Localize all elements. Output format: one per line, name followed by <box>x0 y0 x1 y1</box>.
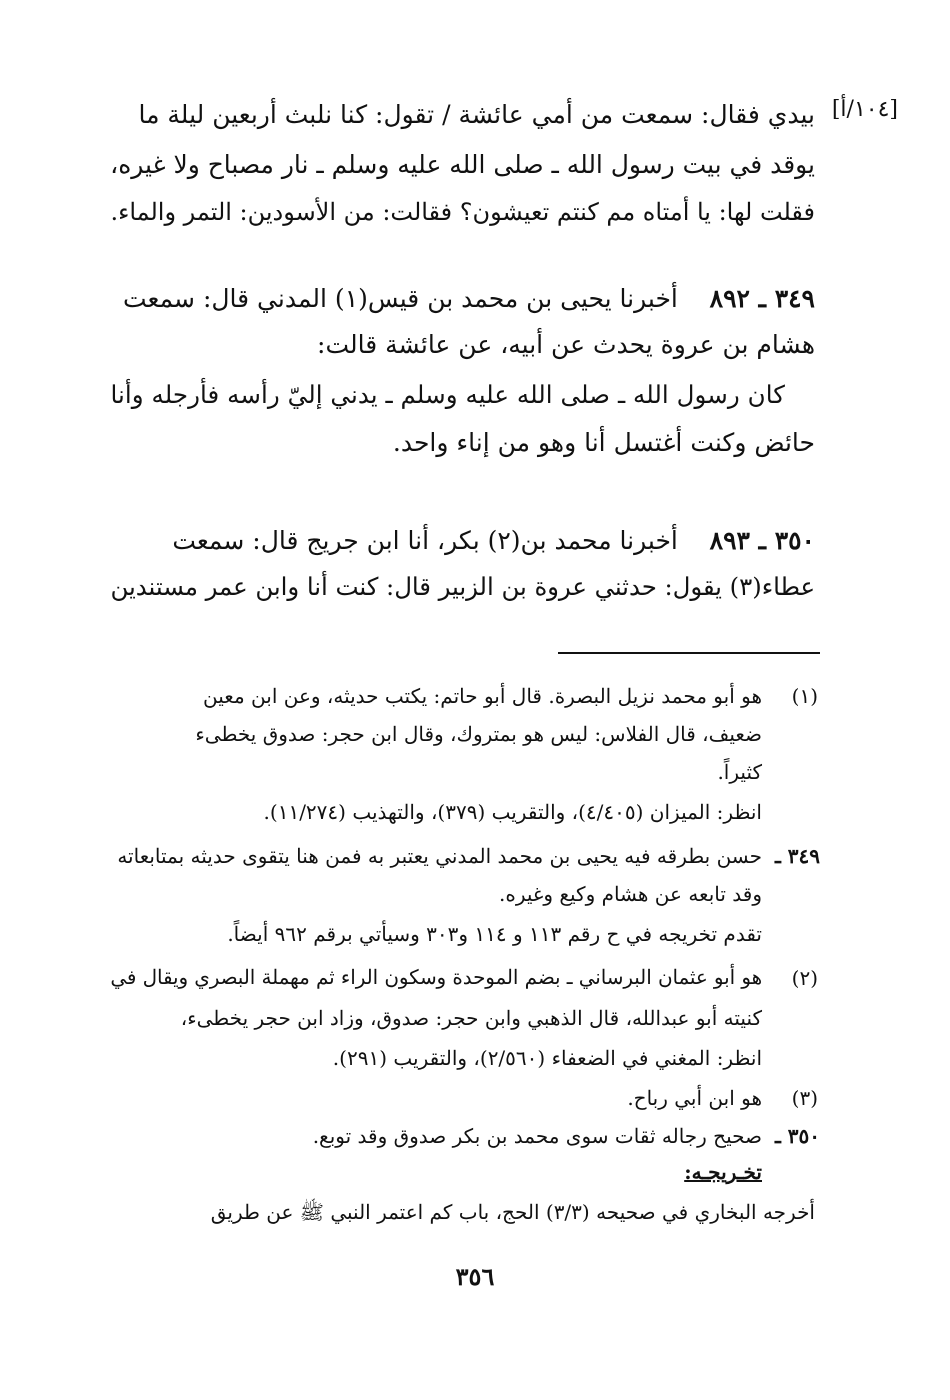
commentary-line: تقدم تخريجه في ح رقم ١١٣ و ١١٤ و٣٠٣ وسيأتي برقم ٩٦٢ أيضاً. <box>227 922 762 946</box>
commentary-line: حسن بطرقه فيه يحيى بن محمد المدني يعتبر به فمن هنا يتقوى حديثه بمتابعاته <box>117 844 762 868</box>
hadith-text: أخبرنا يحيى بن محمد بن قيس(١) المدني قال: سمعت <box>122 284 678 313</box>
footnote-line: هو أبو عثمان البرساني ـ بضم الموحدة وسكون الراء ثم مهملة البصري ويقال في <box>110 966 762 989</box>
footnote-line: انظر: الميزان (٤/٤٠٥)، والتقريب (٣٧٩)، والتهذيب (١١/٢٧٤). <box>263 800 762 824</box>
commentary-line: صحيح رجاله ثقات سوى محمد بن بكر صدوق وقد توبع. <box>312 1124 762 1148</box>
hadith-number: ٣٤٩ ـ ٨٩٢ <box>709 284 815 313</box>
footnote-line: انظر: المغني في الضعفاء (٢/٥٦٠)، والتقريب (٢٩١). <box>332 1046 762 1070</box>
text-line: عطاء(٣) يقول: حدثني عروة بن الزبير قال: كنت أنا وابن عمر مستندين <box>110 572 815 601</box>
page-number: ٣٥٦ <box>455 1262 495 1291</box>
hadith-349-heading <box>123 284 815 313</box>
manuscript-folio-ref: [١٠٤/أ] <box>831 97 898 122</box>
text-line: يوقد في بيت رسول الله ـ صلى الله عليه وسلم ـ نار مصباح ولا غيره، <box>110 150 815 179</box>
footnote-line: هو ابن أبي رباح. <box>627 1086 762 1110</box>
commentary-number: ٣٤٩ ـ <box>774 844 820 868</box>
footnote-line: هو أبو محمد نزيل البصرة. قال أبو حاتم: يكتب حديثه، وعن ابن معين <box>203 684 762 708</box>
hadith-number: ٣٥٠ ـ ٨٩٣ <box>709 526 815 555</box>
footnote-label: (٢) <box>791 966 818 990</box>
footnote-line: ضعيف، قال الفلاس: ليس هو بمتروك، وقال ابن حجر: صدوق يخطىء <box>195 722 762 746</box>
footnote-label: (١) <box>791 684 818 708</box>
footnote-label: (٣) <box>791 1086 818 1110</box>
text-line: كان رسول الله ـ صلى الله عليه وسلم ـ يدني إليّ رأسه فأرجله وأنا <box>110 380 785 409</box>
text-line: حائض وكنت أغتسل أنا وهو من إناء واحد. <box>392 428 815 457</box>
commentary-number: ٣٥٠ ـ <box>774 1124 820 1148</box>
footnote-line: كنيته أبو عبدالله، قال الذهبي وابن حجر: صدوق، وزاد ابن حجر يخطىء، <box>180 1006 762 1030</box>
takhrij-heading: تخـريجـه: <box>684 1160 762 1184</box>
footnote-separator <box>558 652 820 654</box>
text-line: بيدي فقال: سمعت من أمي عائشة / تقول: كنا نلبث أربعين ليلة ما <box>138 100 815 129</box>
commentary-line: أخرجه البخاري في صحيحه (٣/٣) الحج، باب كم اعتمر النبي ﷺ عن طريق <box>210 1200 815 1224</box>
text-line: فقلت لها: يا أمتاه مم كنتم تعيشون؟ فقالت: من الأسودين: التمر والماء. <box>110 198 815 226</box>
commentary-line: وقد تابعه عن هشام وكيع وغيره. <box>498 882 762 906</box>
footnote-line: كثيراً. <box>717 760 762 784</box>
text-line: هشام بن عروة يحدث عن أبيه، عن عائشة قالت: <box>317 330 815 359</box>
hadith-350-heading <box>172 526 815 555</box>
hadith-text: أخبرنا محمد بن(٢) بكر، أنا ابن جريج قال: سمعت <box>172 526 678 555</box>
